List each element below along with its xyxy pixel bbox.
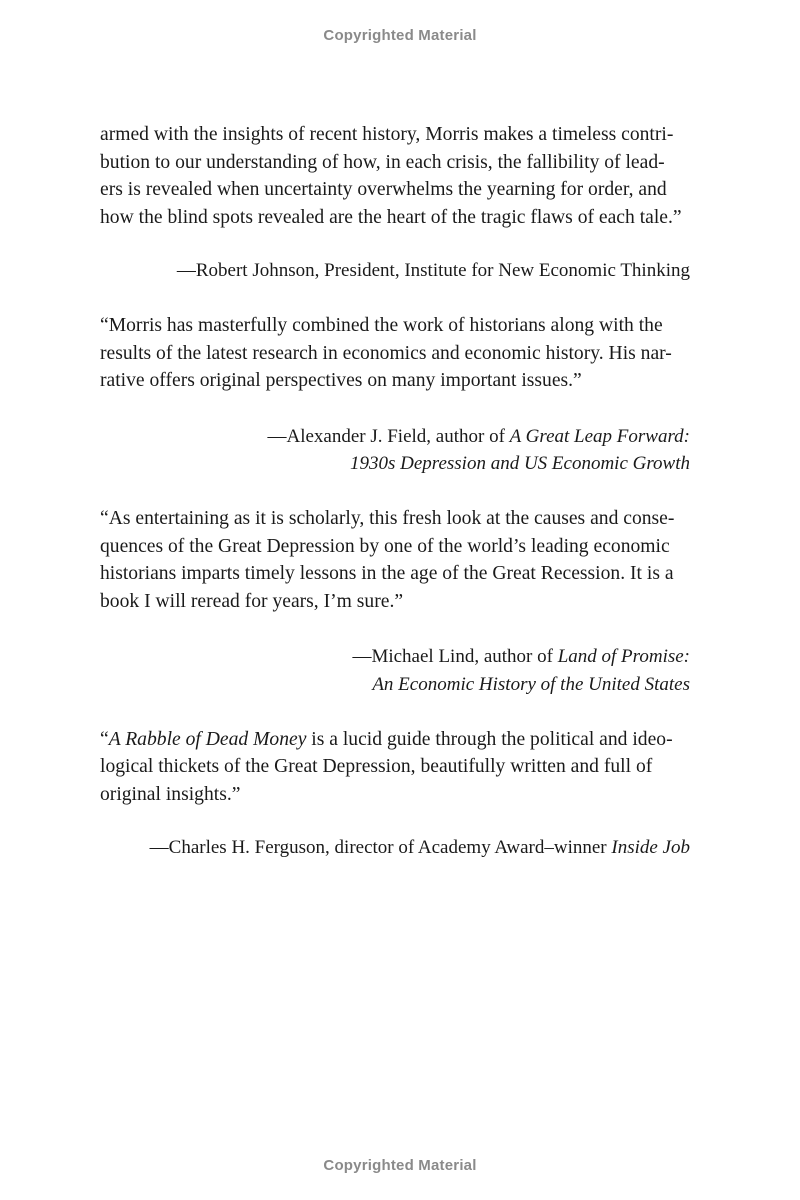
quote-line: bution to our understanding of how, in each crisis, the fallibility of lead- — [100, 151, 665, 173]
blurb-lind-attribution — [100, 643, 690, 698]
copyright-watermark-bottom: Copyrighted Material — [323, 1157, 477, 1174]
quote-line: quences of the Great Depression by one of the world’s leading economic — [100, 535, 670, 557]
quote-line: book I will reread for years, I’m sure.” — [100, 590, 404, 612]
book-title: A Rabble of Dead Money — [108, 728, 307, 750]
quote-line: historians imparts timely lessons in the age of the Great Recession. It is a — [100, 563, 674, 585]
attribution-book-title: Land of Promise: — [557, 646, 690, 668]
blurb-johnson-attribution: —Robert Johnson, President, Institute for New Economic Thinking — [176, 260, 690, 282]
attribution-author: —Charles H. Ferguson, director of Academy Award–winner — [149, 837, 612, 859]
quote-line: is a lucid guide through the political and ideo- — [306, 728, 673, 750]
quote-line: “Morris has masterfully combined the work of historians along with the — [100, 314, 663, 336]
blurb-ferguson-quote — [100, 726, 690, 809]
open-quote: “ — [100, 728, 109, 750]
blurb-lind-quote — [100, 505, 690, 615]
quote-line: rative offers original perspectives on many important issues.” — [100, 370, 582, 392]
blurb-field-attribution — [100, 423, 690, 478]
quote-line: how the blind spots revealed are the heart of the tragic flaws of each tale.” — [100, 206, 682, 228]
attribution-film-title: Inside Job — [611, 837, 690, 859]
quote-line: results of the latest research in economics and economic history. His nar- — [100, 342, 672, 364]
blurbs-section — [100, 121, 690, 862]
attribution-author: —Alexander J. Field, author of — [267, 425, 510, 447]
blurb-johnson-quote — [100, 121, 690, 231]
quote-line: logical thickets of the Great Depression, beautifully written and full of — [100, 756, 653, 778]
quote-line: armed with the insights of recent history, Morris makes a timeless contri- — [100, 124, 674, 145]
blurb-field-quote — [100, 312, 690, 395]
attribution-author: —Michael Lind, author of — [352, 646, 558, 668]
attribution-book-title: A Great Leap Forward: — [509, 425, 690, 447]
quote-line: “As entertaining as it is scholarly, this fresh look at the causes and conse- — [100, 507, 675, 529]
copyright-watermark-top: Copyrighted Material — [323, 27, 477, 44]
attribution-book-subtitle: An Economic History of the United States — [372, 673, 690, 695]
quote-line: original insights.” — [100, 783, 241, 805]
blurb-ferguson-attribution — [100, 834, 690, 862]
attribution-book-subtitle: 1930s Depression and US Economic Growth — [349, 453, 690, 475]
quote-line: ers is revealed when uncertainty overwhelms the yearning for order, and — [100, 179, 667, 201]
